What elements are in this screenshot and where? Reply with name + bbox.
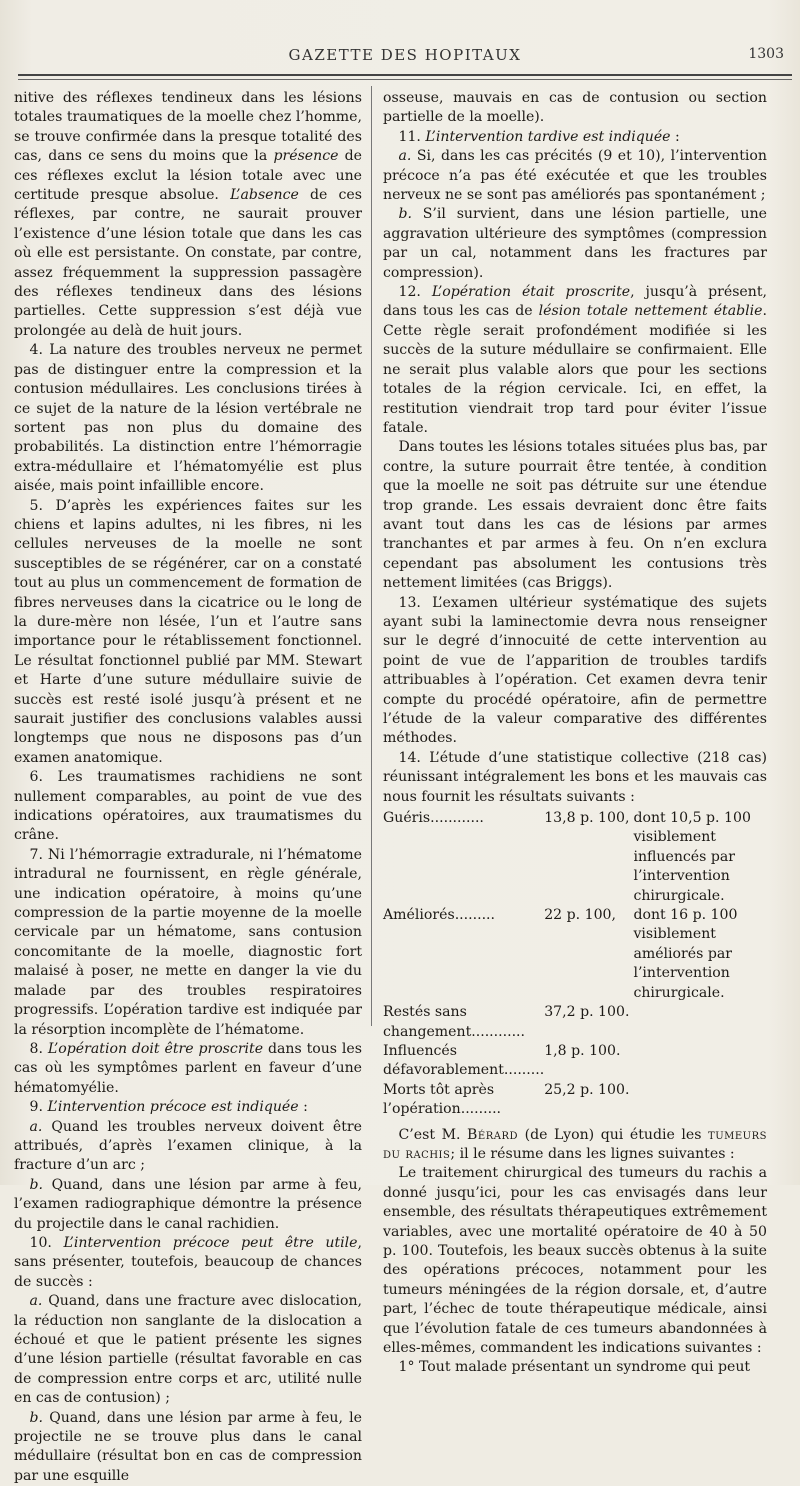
italic-run: L’intervention précoce peut être utile bbox=[63, 1234, 358, 1251]
italic-run: L’opération doit être proscrite bbox=[47, 1040, 264, 1057]
table-row bbox=[383, 1081, 767, 1120]
italic-run: L’opération était proscrite bbox=[431, 284, 631, 301]
text-run: , jusqu’à présent, dans tous les cas de bbox=[383, 284, 767, 320]
text-run: . Cette règle serait profondément modifiée si les succès de la suture médullaire se confirmaient. Elle ne serait plus valable alors que pour les sections totales de la région cervicale. Ici, en effet, la restitution viendrait trop tard pour éviter l’issue fatale. bbox=[383, 303, 767, 436]
text-run: : bbox=[298, 1099, 308, 1116]
paragraph-number: 11. bbox=[398, 128, 426, 145]
paragraph-7: 7. Ni l’hémorragie extradurale, ni l’hématome intradural ne fournissent, en règle générale, une indication opératoire, à moins qu’une compression de la partie moyenne de la moelle cervicale par un hématome, sans contusion concomitante de la moelle, diagnostic fort malaisé à poser, ne mette en danger la vie du malade par des troubles respiratoires progressifs. L’opération tardive est indiquée par la résorption incomplète de l’hématome. bbox=[14, 846, 362, 1038]
table-row bbox=[383, 906, 767, 1003]
item-letter: b. bbox=[398, 206, 413, 223]
italic-run: L’intervention précoce est indiquée bbox=[47, 1099, 299, 1116]
text-run: C’est M. bbox=[398, 1126, 468, 1143]
stat-label: Morts tôt après l’opération......... bbox=[383, 1081, 502, 1118]
paragraph-continued: osseuse, mauvais en cas de contusion ou section partielle de la moelle). bbox=[383, 90, 767, 126]
topic-small-caps: tumeurs du rachis bbox=[383, 1126, 767, 1162]
table-row bbox=[383, 1003, 767, 1042]
text-run: (de Lyon) qui étudie les bbox=[518, 1126, 709, 1143]
italic-run: L’intervention tardive est indiquée bbox=[425, 128, 671, 145]
stat-label: Restés sans changement............ bbox=[383, 1004, 526, 1040]
table-row bbox=[383, 809, 767, 906]
paragraph-berard bbox=[383, 1126, 767, 1165]
stat-value: 37,2 p. 100. bbox=[544, 1004, 630, 1021]
italic-run: présence bbox=[273, 148, 339, 165]
item-letter: a. bbox=[29, 1118, 43, 1135]
paragraph-10 bbox=[14, 1234, 362, 1292]
paragraph-number: 9. bbox=[29, 1099, 48, 1116]
text-run: de ces réflexes, par contre, ne saurait prouver l’existence d’une lésion totale que dans les cas où elle est persistante. On constate, par contre, assez fréquemment la suppression passagère des réflexes tendineux dans des lésions partielles. Cette suppression s’est déjà vue prolongée au delà de huit jours. bbox=[14, 187, 362, 339]
paragraph-10b bbox=[14, 1409, 362, 1486]
journal-title: GAZETTE DES HOPITAUX bbox=[288, 46, 522, 64]
left-column bbox=[14, 89, 362, 1486]
author-name: Bérard bbox=[467, 1126, 519, 1143]
italic-run: L’absence bbox=[230, 187, 299, 204]
right-column bbox=[383, 89, 767, 1378]
text-run: ; il le résume dans les lignes suivantes : bbox=[450, 1145, 735, 1162]
paragraph-11b bbox=[383, 205, 767, 283]
stat-label: Améliorés......... bbox=[383, 907, 496, 924]
paragraph-number: 10. bbox=[29, 1234, 64, 1251]
stat-label: Guéris............ bbox=[383, 810, 484, 827]
text-run: S’il survient, dans une lésion partielle, une aggravation ultérieure des symptômes (compression par un cal, notamment dans les fractures par compression). bbox=[383, 206, 767, 281]
text-run: Quand les troubles nerveux doivent être attribués, d’après l’examen clinique, à la fracture d’un arc ; bbox=[14, 1118, 362, 1174]
paragraph-12b: Dans toutes les lésions totales situées plus bas, par contre, la suture pourrait être tentée, à condition que la moelle ne soit pas détruite sur une étendue trop grande. Les essais devraient donc être faits avant tout dans les cas de lésions par armes tranchantes et par armes à feu. On n’en exclura cependant pas absolument les contusions très nettement limitées (cas Briggs). bbox=[383, 439, 767, 592]
stat-note bbox=[633, 1003, 767, 1042]
column-divider bbox=[371, 86, 372, 1026]
stat-value: 22 p. 100, bbox=[544, 907, 616, 924]
table-row bbox=[383, 1042, 767, 1081]
text-run: Quand, dans une lésion par arme à feu, l’examen radiographique démontre la présence du projectile dans le canal rachidien. bbox=[14, 1176, 362, 1232]
italic-run: lésion totale nettement établie bbox=[538, 303, 763, 320]
stat-note bbox=[633, 1042, 767, 1081]
paragraph-5: 5. D’après les expériences faites sur les chiens et lapins adultes, ni les fibres, ni les cellules nerveuses de la moelle ne sont susceptibles de se régénérer, car on a constaté tout au plus un commencement de formation de fibres nerveuses dans la cicatrice ou le long de la dure-mère non lésée, l’un et l’autre sans importance pour le rétablissement fonctionnel. Le résultat fonctionnel publié par MM. Stewart et Harte d’une suture médullaire suivie de succès est resté isolé jusqu’à présent et ne saurait justifier des conclusions valables aussi longtemps que nous ne disposons pas d’un examen anatomique. bbox=[14, 497, 362, 766]
paragraph-11a bbox=[383, 147, 767, 205]
stat-value: 13,8 p. 100, bbox=[544, 810, 630, 827]
paragraph-8 bbox=[14, 1040, 362, 1098]
paragraph-9b bbox=[14, 1176, 362, 1234]
stat-note: dont 16 p. 100 visiblement améliorés par l’intervention chirurgicale. bbox=[633, 907, 738, 1001]
paragraph-number: 8. bbox=[29, 1040, 48, 1057]
text-run: Quand, dans une lésion par arme à feu, le projectile ne se trouve plus dans le canal médullaire (résultat bon en cas de compression par une esquille bbox=[14, 1409, 362, 1484]
stat-note bbox=[633, 1081, 767, 1120]
item-letter: b. bbox=[29, 1176, 44, 1193]
paragraph-9a bbox=[14, 1118, 362, 1176]
text-run: Si, dans les cas précités (9 et 10), l’intervention précoce n’a pas été exécutée et que les troubles nerveux ne se sont pas améliorés pas spontanément ; bbox=[383, 148, 767, 204]
stat-label: Influencés défavorablement......... bbox=[383, 1042, 545, 1079]
page-number: 1303 bbox=[748, 46, 784, 62]
paragraph-14: 14. L’étude d’une statistique collective (218 cas) réunissant intégralement les bons et les mauvais cas nous fournit les résultats suivants : bbox=[383, 749, 767, 805]
text-run: nitive des réflexes tendineux dans les lésions totales traumatiques de la moelle chez l’homme, se trouve confirmée dans la presque totalité des cas, dans ce sens du moins que la bbox=[14, 90, 362, 165]
stat-value: 25,2 p. 100. bbox=[544, 1081, 630, 1098]
paragraph-treatment: Le traitement chirurgical des tumeurs du rachis a donné jusqu’ici, pour les cas envisagés dans leur ensemble, des résultats thérapeutiques extrêmement variables, avec une mortalité opératoire de 40 à 50 p. 100. Toutefois, les beaux succès obtenus à la suite des opérations précoces, notamment pour les tumeurs méningées de la région dorsale, et, d’autre part, l’échec de toute thérapeutique médicale, ainsi que l’évolution fatale de ces tumeurs abandonnées à elles-mêmes, commandent les indications suivantes : bbox=[383, 1165, 767, 1356]
stat-note: dont 10,5 p. 100 visiblement influencés par l’intervention chirurgicale. bbox=[633, 810, 751, 904]
text-run: Quand, dans une fracture avec dislocation, la réduction non sanglante de la dislocation a échoué et que le patient présente les signes d’une lésion partielle (résultat favorable en cas de compression entre corps et arc, utilité nulle en cas de contusion) ; bbox=[14, 1293, 362, 1407]
running-header bbox=[20, 46, 790, 66]
statistics-table bbox=[383, 809, 767, 1120]
paragraph-4: 4. La nature des troubles nerveux ne permet pas de distinguer entre la compression et la contusion médullaires. Les conclusions tirées à ce sujet de la nature de la lésion vertébrale ne sortent pas non plus du domaine des probabilités. La distinction entre l’hémorragie extra-médullaire et l’hématomyélie est plus aisée, mais point infaillible encore. bbox=[14, 342, 362, 495]
paragraph-9 bbox=[14, 1098, 362, 1117]
text-run: : bbox=[670, 128, 680, 145]
text-run: de ces réflexes exclut la lésion totale avec une certitude presque absolue. bbox=[14, 148, 363, 204]
item-letter: a. bbox=[29, 1293, 43, 1310]
paragraph-10a bbox=[14, 1292, 362, 1408]
stat-value: 1,8 p. 100. bbox=[544, 1042, 621, 1059]
text-run: , sans présenter, toutefois, beaucoup de chances de succès : bbox=[14, 1234, 362, 1290]
paragraph-indication-1: 1° Tout malade présentant un syndrome qui peut bbox=[398, 1359, 751, 1376]
paragraph-12 bbox=[383, 283, 767, 438]
item-letter: b. bbox=[29, 1409, 44, 1426]
paragraph-number: 12. bbox=[398, 284, 432, 301]
paragraph-11 bbox=[383, 128, 767, 147]
header-rule-thick bbox=[18, 74, 792, 76]
paragraph-6: 6. Les traumatismes rachidiens ne sont nullement comparables, au point de vue des indications opératoires, aux traumatismes du crâne. bbox=[14, 769, 362, 844]
paragraph-13: 13. L’examen ultérieur systématique des sujets ayant subi la laminectomie devra nous renseigner sur le degré d’innocuité de cette intervention au point de vue de l’apparition de troubles tardifs attribuables à l’opération. Cet examen devra tenir compte du procédé opératoire, afin de permettre l’étude de la valeur comparative des différentes méthodes. bbox=[383, 594, 767, 747]
text-run: dans tous les cas où les symptômes parlent en faveur d’une hématomyélie. bbox=[14, 1040, 362, 1096]
header-rule-thin bbox=[18, 79, 792, 80]
paragraph-continued bbox=[14, 89, 362, 341]
item-letter: a. bbox=[398, 148, 412, 165]
